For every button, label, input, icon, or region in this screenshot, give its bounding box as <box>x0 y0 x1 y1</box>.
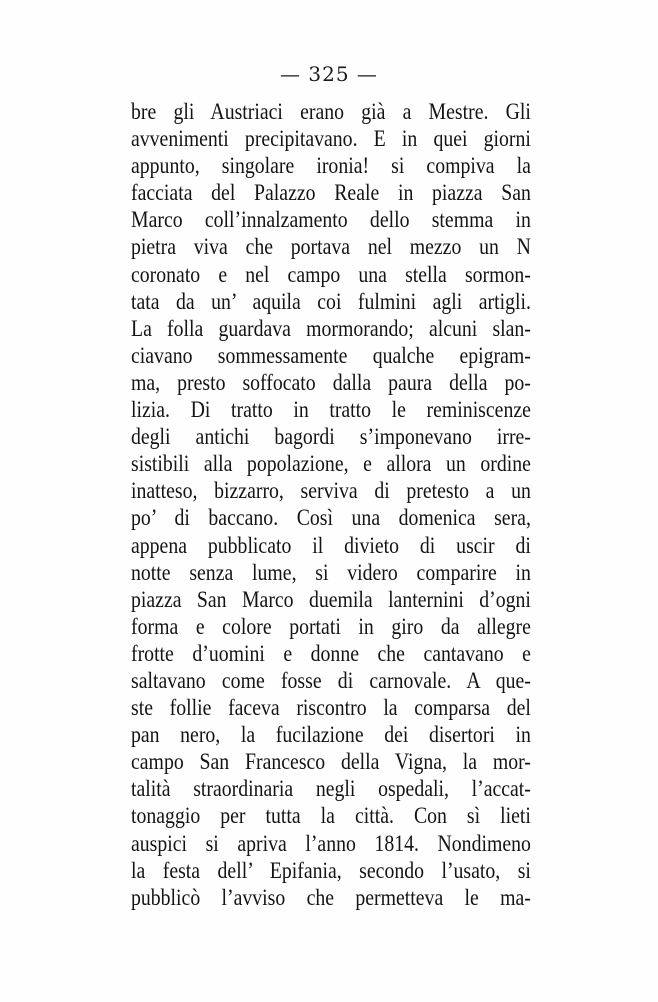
text-line: pietra viva che portava nel mezzo un N <box>131 234 531 260</box>
text-line: notte senza lume, si videro comparire in <box>131 559 531 585</box>
text-line: tonaggio per tutta la città. Con sì lieti <box>131 803 531 829</box>
text-line: ma, presto soffocato dalla paura della po- <box>131 369 531 395</box>
text-line: saltavano come fosse di carnovale. A que- <box>131 667 531 693</box>
text-line: forma e colore portati in giro da allegre <box>131 613 531 639</box>
text-line: lizia. Di tratto in tratto le reminiscenze <box>131 397 531 423</box>
text-line: ciavano sommessamente qualche epigram- <box>131 342 531 368</box>
text-line: tata da un’ aquila coi fulmini agli artigli. <box>131 288 531 314</box>
text-line: coronato e nel campo una stella sormon- <box>131 261 531 287</box>
text-line: talità straordinaria negli ospedali, l’accat- <box>131 776 531 802</box>
text-line: piazza San Marco duemila lanternini d’ogni <box>131 586 531 612</box>
text-line: frotte d’uomini e donne che cantavano e <box>131 640 531 666</box>
text-line: auspici si apriva l’anno 1814. Nondimeno <box>131 830 531 856</box>
text-line: ste follie faceva riscontro la comparsa del <box>131 695 531 721</box>
text-line: po’ di baccano. Così una domenica sera, <box>131 505 531 531</box>
text-line: appunto, singolare ironia! si compiva la <box>131 153 531 179</box>
text-line: la festa dell’ Epifania, secondo l’usato, si <box>131 857 531 883</box>
text-line: La folla guardava mormorando; alcuni slan- <box>131 315 531 341</box>
page-number: — 325 — <box>280 62 378 86</box>
text-line: bre gli Austriaci erano già a Mestre. Gli <box>131 99 531 124</box>
text-line: inatteso, bizzarro, serviva di pretesto a un <box>131 478 531 504</box>
text-line: degli antichi bagordi s’imponevano irre- <box>131 424 531 450</box>
text-line: avvenimenti precipitavano. E in quei giorni <box>131 126 531 152</box>
text-line: facciata del Palazzo Reale in piazza San <box>131 180 531 206</box>
text-line: sistibili alla popolazione, e allora un ordine <box>131 451 531 477</box>
body-text <box>131 98 531 911</box>
text-line: pan nero, la fucilazione dei disertori in <box>131 722 531 748</box>
text-line: campo San Francesco della Vigna, la mor- <box>131 749 531 775</box>
text-line: Marco coll’innalzamento dello stemma in <box>131 207 531 233</box>
text-line: pubblicò l’avviso che permetteva le ma- <box>131 884 531 910</box>
text-line: appena pubblicato il divieto di uscir di <box>131 532 531 558</box>
